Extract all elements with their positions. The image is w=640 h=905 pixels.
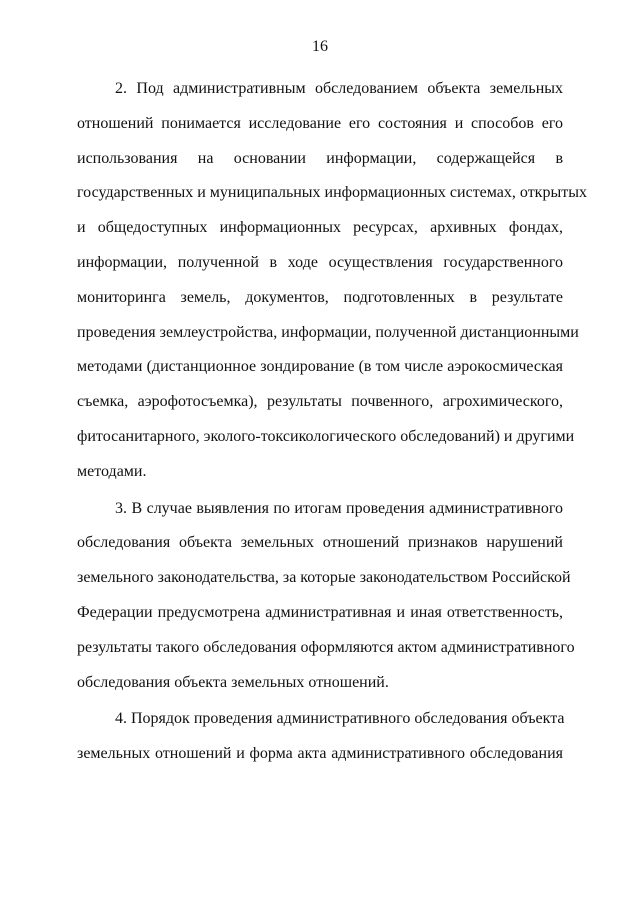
- text-line: использования на основании информации, содержащейся в: [77, 149, 563, 167]
- text-line: Федерации предусмотрена административная и иная ответственность,: [77, 603, 563, 621]
- text-line: отношений понимается исследование его состояния и способов его: [77, 114, 563, 132]
- text-line: земельного законодательства, за которые законодательством Российской: [77, 569, 571, 587]
- page-number: 16: [312, 38, 328, 55]
- paragraph-2: [77, 72, 587, 490]
- document-body: [77, 72, 587, 772]
- paragraph-4: [77, 702, 563, 772]
- text-line: обследования объекта земельных отношений признаков нарушений: [77, 534, 563, 552]
- text-line: и общедоступных информационных ресурсах, архивных фондах,: [77, 219, 563, 237]
- text-line: обследования объекта земельных отношений.: [77, 673, 389, 691]
- text-line: результаты такого обследования оформляются актом административного: [77, 638, 575, 656]
- text-line: государственных и муниципальных информационных системах, открытых: [77, 184, 587, 202]
- paragraph-3: [77, 492, 575, 701]
- text-line: методами (дистанционное зондирование (в том числе аэрокосмическая: [77, 358, 563, 376]
- text-line: проведения землеустройства, информации, полученной дистанционными: [77, 323, 579, 341]
- text-line: 2. Под административным обследованием объекта земельных: [115, 80, 563, 97]
- text-line: земельных отношений и форма акта административного обследования: [77, 745, 563, 763]
- text-line: съемка, аэрофотосъемка), результаты почвенного, агрохимического,: [77, 393, 563, 411]
- text-line: методами.: [77, 462, 147, 480]
- text-line: информации, полученной в ходе осуществления государственного: [77, 253, 563, 271]
- text-line: 3. В случае выявления по итогам проведения административного: [115, 499, 563, 517]
- text-line: 4. Порядок проведения административного обследования объекта: [115, 710, 565, 728]
- text-line: мониторинга земель, документов, подготовленных в результате: [77, 288, 563, 306]
- text-line: фитосанитарного, эколого-токсикологического обследований) и другими: [77, 427, 575, 445]
